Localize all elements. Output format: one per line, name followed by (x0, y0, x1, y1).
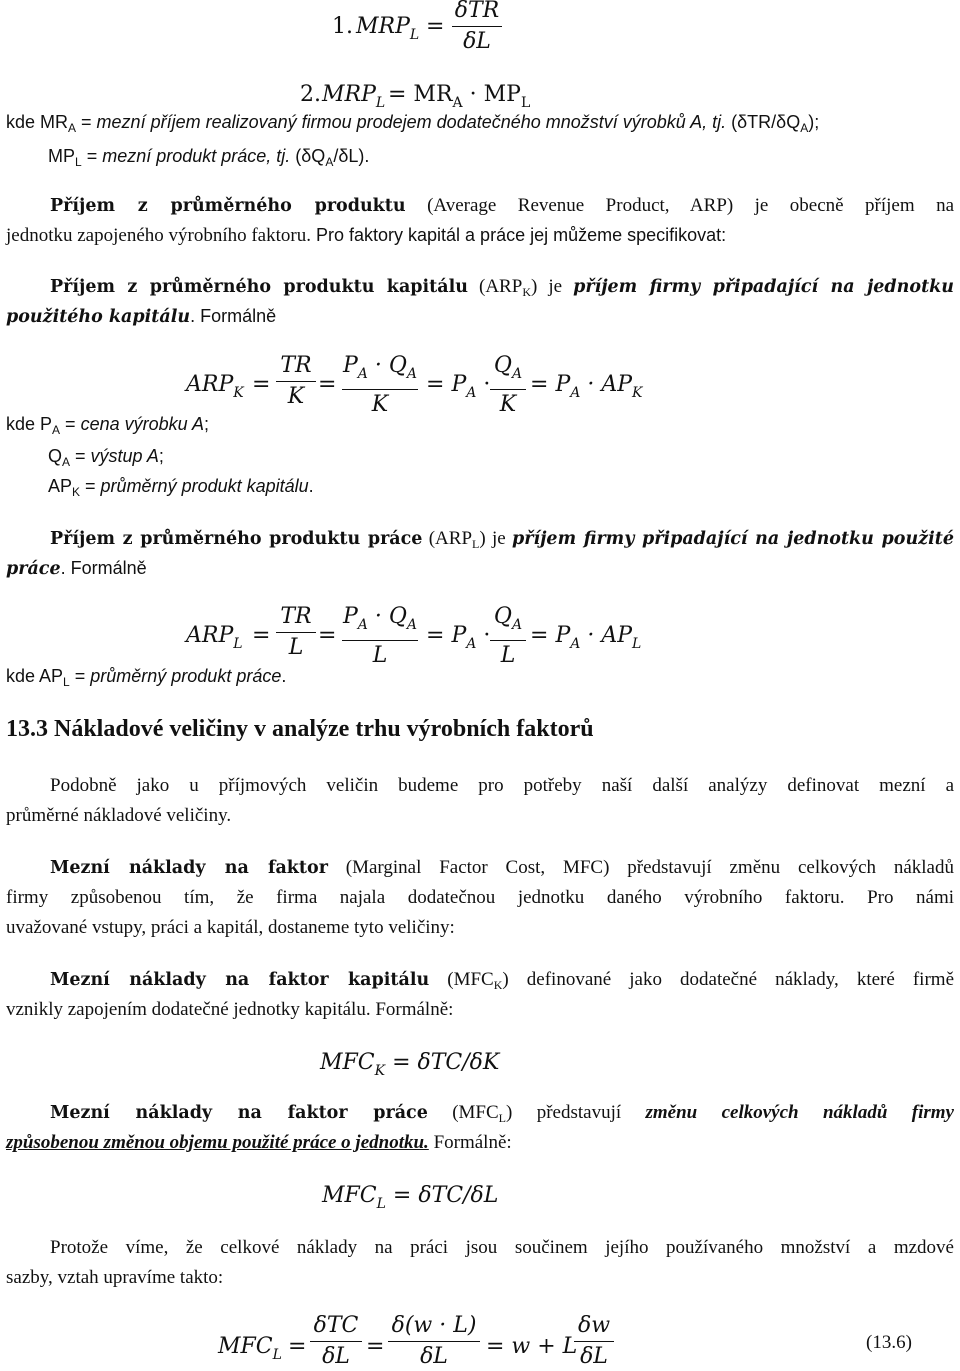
section-heading: 13.3 Nákladové veličiny v analýze trhu výrobních faktorů (6, 716, 594, 742)
cost-intro-line2: průměrné nákladové veličiny. (6, 805, 232, 826)
def-pa: kde $P_A$ = cena výrobku A; (6, 414, 209, 437)
mfc-definition-line1: Mezní náklady na faktor (Marginal Factor Cost, MFC) představují změnu celkových nákladů (50, 857, 954, 878)
mfcl-definition-line2: způsobenou změnou objemu použité práce o jednotku. Formálně: (6, 1132, 512, 1153)
wage-intro-line2: sazby, vztah upravíme takto: (6, 1267, 224, 1288)
def-apl: kde $AP_L$ = průměrný produkt práce. (6, 666, 287, 689)
equation-number: (13.6) (866, 1332, 912, 1353)
arpl-definition-line1: Příjem z průměrného produktu práce $(ARP_L)$ je příjem firmy připadající na jednotku použité (50, 528, 954, 551)
eq2-rhs: = $MR_A \cdot MP_L$ (388, 82, 531, 111)
eq1-label: 1. (332, 14, 353, 39)
mfck-definition-line2: vznikly zapojením dodatečné jednotky kapitálu. Formálně: (6, 999, 454, 1020)
mp-definition: $MP_L$ = mezní produkt práce, tj. $(\delta Q_A/\delta L)$. (48, 146, 370, 169)
mfc-definition-line2: firmy způsobenou tím, že firma najala dodatečnou jednotku daného výrobního faktoru. Pro námi (6, 887, 954, 908)
mfck-equation: $MFC_K = \delta TC/\delta K$ (320, 1050, 500, 1079)
arpk-definition-line1: Příjem z průměrného produktu kapitálu $(ARP_K)$ je příjem firmy připadající na jednotku (50, 276, 954, 299)
wage-intro-line1: Protože víme, že celkové náklady na práci jsou součinem jejího používaného množství a mzdové (50, 1237, 954, 1258)
mfcl-definition-line1: Mezní náklady na faktor práce $(MFC_L)$ představují změnu celkových nákladů firmy (50, 1102, 954, 1125)
mfck-definition-line1: Mezní náklady na faktor kapitálu $(MFC_K)$ definované jako dodatečné náklady, které firmě (50, 969, 954, 992)
eq2-label: 2. (300, 82, 321, 107)
def-apk: $AP_K$ = průměrný produkt kapitálu. (48, 476, 314, 499)
mfc-definition-line3: uvažované vstupy, práci a kapitál, dostaneme tyto veličiny: (6, 917, 455, 938)
mfcl-equation: $MFC_L = \delta TC/\delta L$ (322, 1183, 499, 1212)
eq2-lhs: $MRP_L$ (322, 82, 386, 111)
arp-intro-line2: jednotku zapojeného výrobního faktoru. Pro faktory kapitál a práce jej můžeme specifikovat: (6, 225, 727, 246)
arp-intro-line1: Příjem z průměrného produktu (Average Revenue Product, ARP) je obecně příjem na (50, 195, 954, 216)
cost-intro-line1: Podobně jako u příjmových veličin budeme pro potřeby naší další analýzy definovat mezní a (50, 775, 954, 796)
arpl-definition-line2: práce. Formálně (6, 558, 147, 579)
eq1-equals: = (426, 14, 445, 39)
mr-definition: kde $MR_A$ = mezní příjem realizovaný firmou prodejem dodatečného množství výrobků A, tj. $(\delta TR/\delta Q_A)$; (6, 112, 820, 135)
eq1-lhs: $MRP_L$ (356, 14, 420, 43)
eq1-fraction: δTR δL (452, 0, 502, 56)
arpk-definition-line2: použitého kapitálu. Formálně (6, 306, 277, 327)
def-qa: $Q_A$ = výstup A; (48, 446, 164, 469)
